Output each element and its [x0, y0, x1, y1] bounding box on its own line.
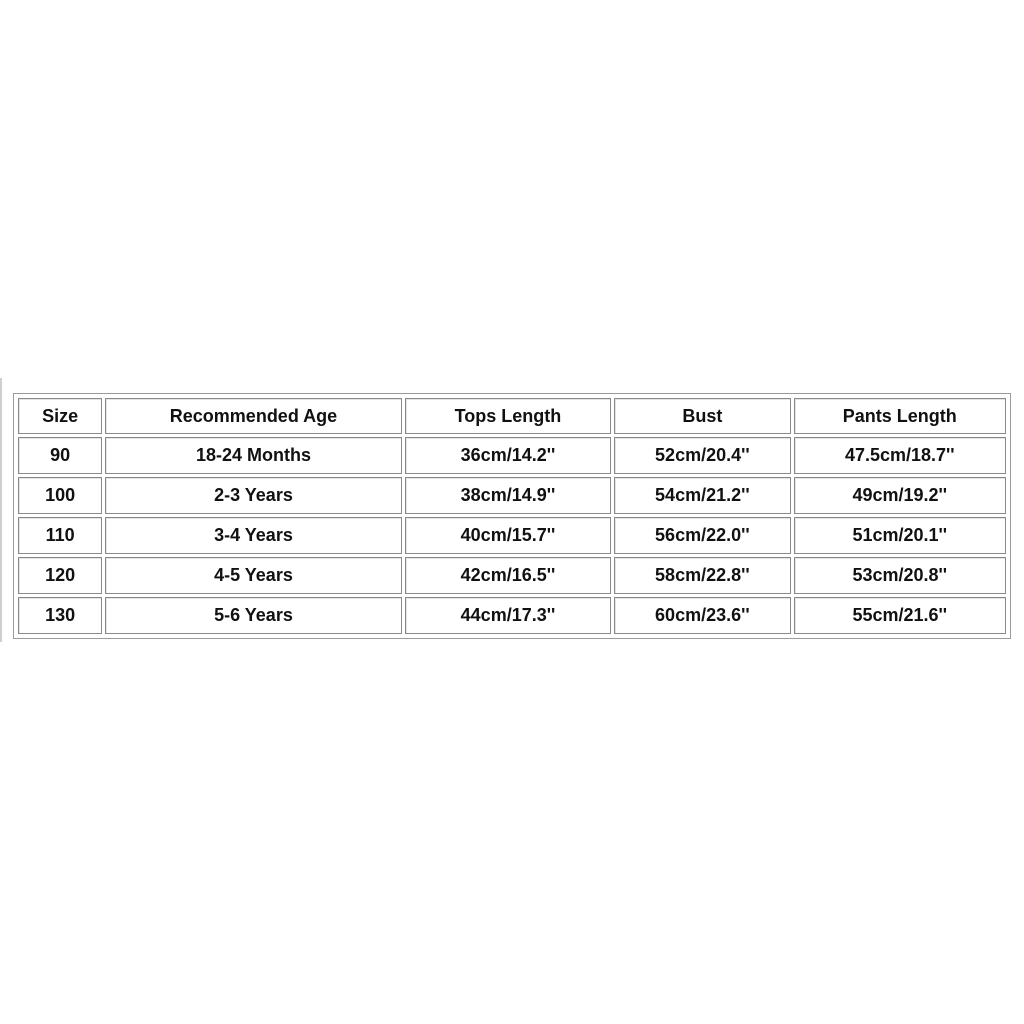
cell-tops-length: 38cm/14.9'': [405, 477, 611, 514]
header-tops-length: Tops Length: [405, 398, 611, 434]
cell-pants-length: 49cm/19.2'': [794, 477, 1006, 514]
table-row: [18, 597, 1006, 634]
cell-recommended-age: 5-6 Years: [105, 597, 402, 634]
cell-pants-length: 53cm/20.8'': [794, 557, 1006, 594]
header-recommended-age: Recommended Age: [105, 398, 402, 434]
cell-size: 100: [18, 477, 102, 514]
cell-pants-length: 51cm/20.1'': [794, 517, 1006, 554]
cell-recommended-age: 3-4 Years: [105, 517, 402, 554]
cell-bust: 54cm/21.2'': [614, 477, 790, 514]
cell-size: 90: [18, 437, 102, 474]
cell-recommended-age: 4-5 Years: [105, 557, 402, 594]
cell-tops-length: 44cm/17.3'': [405, 597, 611, 634]
size-chart-table: [15, 395, 1009, 637]
cell-size: 120: [18, 557, 102, 594]
cell-tops-length: 42cm/16.5'': [405, 557, 611, 594]
table-row: [18, 517, 1006, 554]
cell-size: 110: [18, 517, 102, 554]
table-row: [18, 477, 1006, 514]
cell-tops-length: 40cm/15.7'': [405, 517, 611, 554]
cell-bust: 60cm/23.6'': [614, 597, 790, 634]
table-row: [18, 557, 1006, 594]
table-header-row: [18, 398, 1006, 434]
header-bust: Bust: [614, 398, 790, 434]
table-row: [18, 437, 1006, 474]
cell-bust: 52cm/20.4'': [614, 437, 790, 474]
cell-pants-length: 47.5cm/18.7'': [794, 437, 1006, 474]
left-edge-divider: [0, 378, 2, 642]
cell-recommended-age: 18-24 Months: [105, 437, 402, 474]
header-pants-length: Pants Length: [794, 398, 1006, 434]
cell-tops-length: 36cm/14.2'': [405, 437, 611, 474]
header-size: Size: [18, 398, 102, 434]
cell-bust: 58cm/22.8'': [614, 557, 790, 594]
cell-size: 130: [18, 597, 102, 634]
cell-bust: 56cm/22.0'': [614, 517, 790, 554]
cell-recommended-age: 2-3 Years: [105, 477, 402, 514]
cell-pants-length: 55cm/21.6'': [794, 597, 1006, 634]
